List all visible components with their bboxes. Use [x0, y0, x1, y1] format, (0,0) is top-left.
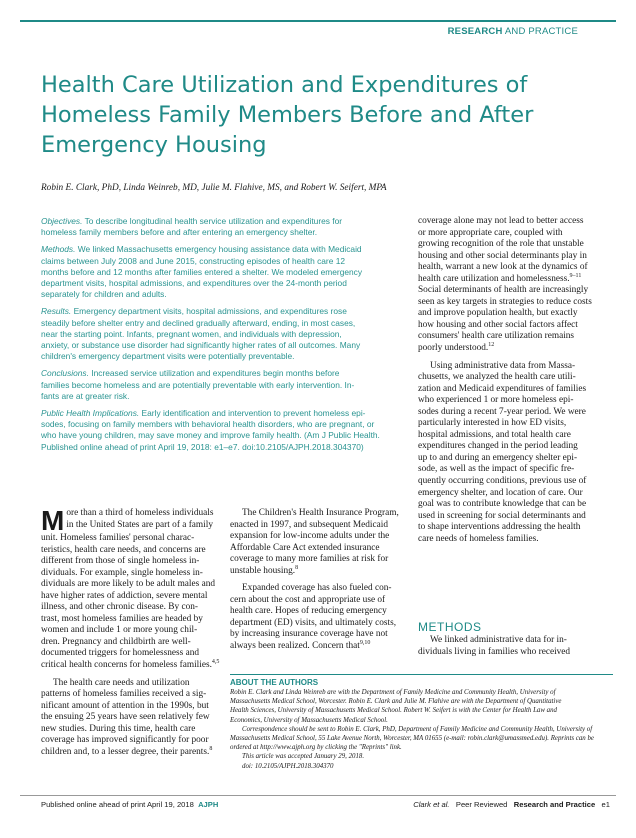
footer-authors: Clark et al.: [413, 800, 450, 809]
text-line: dividuals. For example, single homeless in-: [41, 567, 203, 578]
footer-left: [41, 800, 218, 809]
text-line: We linked administrative data for in-: [430, 635, 567, 645]
text-line: Social determinants of health are increasingly: [418, 285, 589, 296]
text-line: seen as key targets in strategies to reduce costs: [418, 296, 592, 307]
text-line: expenditures changed in the period leading: [418, 441, 578, 452]
abstract-text: We linked Massachusetts emergency housing assistance data with Medicaid: [75, 244, 362, 255]
text-line: quently occurring conditions, previous use of: [418, 476, 587, 487]
about-authors-body: [230, 688, 613, 771]
article-title: [41, 70, 601, 160]
paragraph: [41, 678, 219, 759]
text-line: unstable housing.: [230, 565, 296, 576]
text-line: Massachusetts Medical School, Worcester. Robin E. Clark and Julie M. Flahive are with the Department of Quantitative: [230, 698, 562, 706]
abstract-text: Early identification and intervention to prevent homeless epi-: [139, 408, 366, 419]
citation: 8: [209, 745, 213, 752]
text-line: different from those of single homeless in-: [41, 556, 200, 567]
paragraph: [230, 583, 410, 652]
body-column-1: [41, 505, 220, 764]
text-line: to shape interventions addressing the health: [418, 522, 581, 533]
footer-right: [413, 800, 610, 809]
text-line: ore than a third of homeless individuals: [66, 508, 214, 518]
journal-brand: AJPH: [198, 800, 219, 809]
text-line: nificant amount of attention in the 1990s, but: [41, 700, 209, 711]
abstract-text: Published online ahead of print April 19, 2018: e1–e7. doi:10.2105/AJPH.2018.304370): [41, 441, 364, 452]
text-line: emergency shelter, and location of care. Our: [418, 487, 583, 498]
abstract-text: separately for children and adults.: [41, 289, 167, 300]
abstract-text: steadily before shelter entry and declined gradually afterward, ending, in most cases,: [41, 317, 356, 328]
abstract-text: fants are at greater risk.: [41, 390, 130, 401]
text-line: Economics, University of Massachusetts Medical School.: [230, 716, 388, 724]
text-line: critical health concerns for homeless families.: [41, 660, 212, 671]
text-line: housing and other social determinants play in: [418, 250, 587, 261]
abstract-text: families become homeless and are potentially preventable with early intervention. In-: [41, 379, 355, 390]
text-line: up to and during an emergency shelter epi-: [418, 452, 578, 463]
abstract-text: who have young children, may save money and improve family health. (Am J Public Health.: [41, 430, 380, 441]
text-line: teristics, health care needs, and concerns are: [41, 544, 206, 555]
text-line: Massachusetts Medical School, 55 Lake Avenue North, Worcester, MA 01655 (e-mail: robin.clark@umassmed.edu). Reprints can be: [230, 735, 594, 743]
paragraph: [418, 216, 608, 355]
drop-cap: M: [41, 505, 65, 536]
abstract-implications: [41, 408, 407, 453]
citation: 8: [295, 564, 299, 571]
text-line: ordered at http://www.ajph.org by clicking the "Reprints" link.: [230, 744, 402, 752]
abstract-text: claims between July 2008 and June 2015, constructing episodes of health care 12: [41, 255, 346, 266]
text-line: women and include 1 or more young chil-: [41, 625, 198, 636]
text-line: who experienced 1 or more homeless epi-: [418, 395, 574, 406]
abstract-methods: [41, 244, 407, 300]
text-line: or more appropriate care, coupled with: [418, 227, 563, 238]
text-line: documented triggers for homelessness and: [41, 648, 200, 659]
text-line: health care. Hopes of reducing emergency: [230, 606, 387, 617]
header-rule: [20, 20, 616, 22]
footer-peer-reviewed: Peer Reviewed: [455, 800, 508, 809]
abstract-text: homeless family members before and after entering an emergency shelter.: [41, 227, 318, 238]
section-label-bold: RESEARCH: [447, 26, 503, 37]
abstract-text: children's emergency department visits were potentially preventable.: [41, 351, 295, 362]
abstract-label: Methods.: [41, 244, 76, 255]
paragraph: [418, 361, 608, 546]
text-line: goal was to contribute knowledge that can be: [418, 499, 587, 510]
footer-pub-date: Published online ahead of print April 19, 2018: [41, 800, 194, 809]
text-line: and improve population health, but exactly: [418, 308, 578, 319]
abstract-text: department visits, hospital admissions, and expenditures over the 24-month period: [41, 278, 347, 289]
text-line: health care utilization and homelessness.: [418, 273, 570, 284]
about-authors-heading: ABOUT THE AUTHORS: [230, 678, 319, 687]
abstract-text: To describe longitudinal health service utilization and expenditures for: [82, 216, 343, 226]
about-divider: [230, 674, 613, 675]
text-line: department (ED) visits, and ultimately costs,: [230, 617, 397, 628]
right-column-intro: [418, 216, 608, 551]
methods-body: [418, 635, 608, 658]
text-line: growing recognition of the role that unstable: [418, 239, 584, 250]
text-line: illness, and other chronic disease. By con-: [41, 602, 198, 613]
body-column-2: [230, 508, 410, 659]
author-list: Robin E. Clark, PhD, Linda Weinreb, MD, Julie M. Flahive, MS, and Robert W. Seifert, MPA: [41, 183, 387, 193]
text-line: always been realized. Concern that: [230, 641, 360, 652]
text-line: Using administrative data from Massa-: [430, 360, 576, 371]
citation: 12: [488, 341, 495, 348]
title-line: Health Care Utilization and Expenditures of: [41, 72, 528, 98]
text-line: health, warrant a new look at the dynamics of: [418, 262, 588, 273]
methods-heading: METHODS: [418, 620, 482, 634]
title-line: Homeless Family Members Before and After: [41, 102, 534, 128]
text-line: unit. Homeless families' personal charac-: [41, 533, 195, 543]
section-label-rest: AND PRACTICE: [502, 26, 578, 37]
text-line: coverage to many more families at risk for: [230, 554, 389, 565]
citation: 9,10: [359, 639, 371, 646]
text-line: sodes during a recent 7-year period. We were: [418, 406, 586, 417]
abstract-text: sodes, focusing on family members with behavioral health disorders, who are pregnant, or: [41, 419, 375, 430]
text-line: Affordable Care Act extended insurance: [230, 542, 380, 553]
text-line: coverage has improved significantly for poor: [41, 735, 209, 746]
abstract-results: [41, 306, 407, 362]
doi[interactable]: doi: 10.2105/AJPH.2018.304370: [242, 762, 334, 770]
text-line: Robin E. Clark and Linda Weinreb are with the Department of Family Medicine and Community Health, University of: [230, 689, 556, 696]
text-line: poorly understood.: [418, 343, 489, 354]
text-line: the ensuing 25 years have seen relatively few: [41, 712, 210, 723]
text-line: trast, most homeless families are headed by: [41, 613, 203, 624]
text-line: used in screening for social determinants and: [418, 510, 586, 521]
text-line: expansion for low-income adults under the: [230, 531, 390, 542]
abstract-objectives: [41, 216, 407, 238]
title-line: Emergency Housing: [41, 132, 267, 158]
abstract-label: Results.: [41, 306, 72, 317]
abstract-text: anxiety, or substance use disorder had significantly higher rates of all outcomes. Many: [41, 340, 361, 351]
abstract-text: near the starting point. Infants, pregnant women, and individuals with depression,: [41, 328, 342, 339]
text-line: how housing and other social factors affect: [418, 319, 578, 330]
text-line: cern about the cost and appropriate use of: [230, 594, 386, 605]
text-line: hospital admissions, and total health care: [418, 429, 571, 440]
text-line: children and, to a lesser degree, their parents.: [41, 746, 210, 757]
text-line: consumers' health care utilization remains: [418, 331, 575, 342]
text-line: dren. Pregnancy and childbirth are well-: [41, 636, 191, 647]
text-line: have higher rates of addiction, severe mental: [41, 590, 208, 601]
text-line: enacted in 1997, and subsequent Medicaid: [230, 519, 389, 530]
text-line: care needs of homeless families.: [418, 533, 539, 544]
abstract-text: months before and 12 months after families entered a shelter. We modeled emergency: [41, 266, 363, 277]
text-line: zation and Medicaid expenditures of families: [418, 383, 587, 394]
paragraph: [230, 508, 410, 577]
citation: 9–11: [569, 272, 582, 279]
text-line: in the United States are part of a family: [66, 519, 213, 530]
abstract-text: Increased service utilization and expenditures begin months before: [88, 368, 340, 379]
text-line: particularly interested in how ED visits,: [418, 418, 567, 429]
text-line: new studies. During this time, health care: [41, 723, 196, 734]
text-line: Expanded coverage has also fueled con-: [242, 583, 392, 594]
text-line: by increasing insurance coverage have not: [230, 629, 388, 640]
paragraph: [41, 505, 220, 672]
abstract-text: Emergency department visits, hospital admissions, and expenditures rose: [71, 306, 347, 317]
abstract-label: Conclusions.: [41, 368, 89, 379]
abstract: [41, 216, 407, 459]
abstract-label: Objectives.: [41, 216, 83, 226]
text-line: dividuals living in families who received: [418, 646, 571, 657]
abstract-conclusions: [41, 368, 407, 402]
text-line: chusetts, we analyzed the health care utili-: [418, 372, 576, 383]
citation: 4,5: [211, 658, 220, 665]
footer-section: Research and Practice: [513, 800, 596, 809]
text-line: The Children's Health Insurance Program,: [242, 508, 399, 518]
text-line: sode, as well as the impact of specific fre-: [418, 464, 575, 475]
page-number: e1: [601, 800, 610, 809]
text-line: The health care needs and utilization: [53, 677, 190, 688]
text-line: coverage alone may not lead to better access: [418, 216, 584, 226]
text-line: Health Sciences, University of Massachusetts Medical School. Robert W. Seifert is with the Center for Health Law and: [230, 707, 558, 715]
text-line: Correspondence should be sent to Robin E. Clark, PhD, Department of Family Medicine and Community Health, University of: [242, 725, 593, 733]
text-line: dividuals are more likely to be adult males and: [41, 579, 216, 590]
footer-rule: [20, 795, 616, 796]
section-label: [448, 26, 578, 37]
accepted-date: This article was accepted January 29, 2018.: [242, 753, 365, 761]
text-line: patterns of homeless families received a sig-: [41, 689, 207, 700]
abstract-label: Public Health Implications.: [41, 408, 140, 419]
